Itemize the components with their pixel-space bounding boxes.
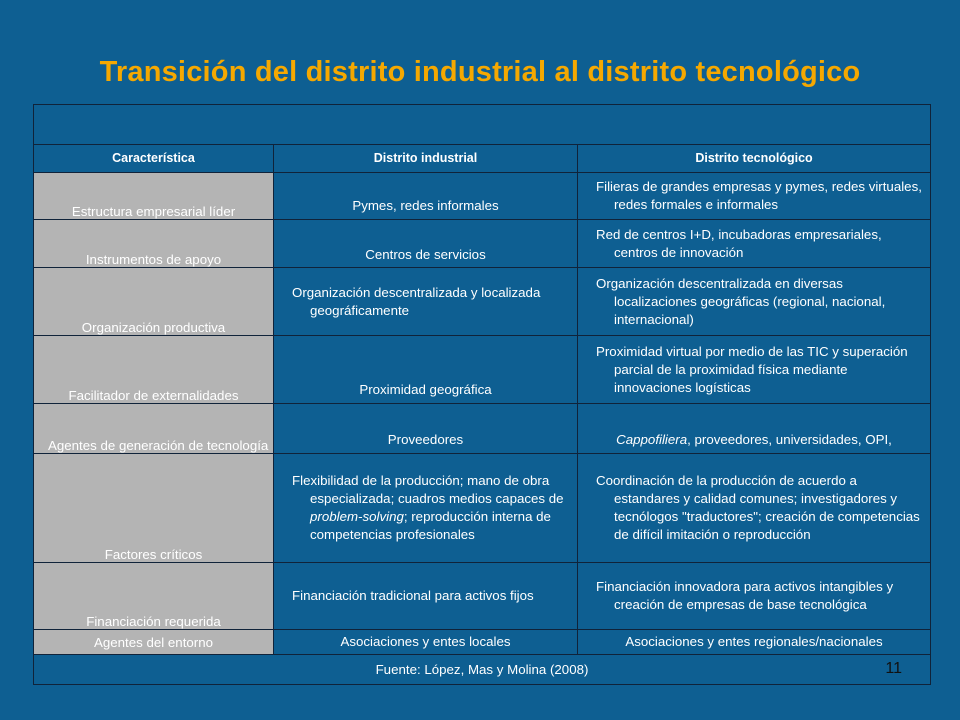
tecnologico-cell: Cappofiliera, proveedores, universidades, OPI, — [578, 404, 931, 453]
industrial-cell: Proveedores — [274, 404, 578, 453]
tecnologico-cell: Proximidad virtual por medio de las TIC y superación parcial de la proximidad física mediante innovaciones logísticas — [578, 336, 931, 404]
row-label: Factores críticos — [34, 453, 274, 562]
table-row — [34, 268, 931, 336]
header-caracteristica: Característica — [34, 145, 274, 173]
tecnologico-cell: Coordinación de la producción de acuerdo a estandares y calidad comunes; investigadores y tecnólogos "traductores"; creación de competencias de difícil imitación o reproducción — [578, 453, 931, 562]
table-row — [34, 562, 931, 630]
table-row — [34, 336, 931, 404]
source-note — [34, 655, 931, 685]
tecnologico-cell: Asociaciones y entes regionales/nacionales — [578, 630, 931, 655]
industrial-cell: Organización descentralizada y localizada geográficamente — [274, 268, 578, 336]
row-label: Facilitador de externalidades — [34, 336, 274, 404]
industrial-cell: Pymes, redes informales — [274, 172, 578, 219]
empty-header-row — [34, 105, 931, 145]
table-row — [34, 453, 931, 562]
industrial-cell: Centros de servicios — [274, 220, 578, 268]
industrial-cell: Financiación tradicional para activos fijos — [274, 562, 578, 630]
table-footer-row — [34, 655, 931, 685]
row-label: Organización productiva — [34, 268, 274, 336]
page-number: 11 — [885, 660, 902, 678]
table-header-row — [34, 145, 931, 173]
row-label: Instrumentos de apoyo — [34, 220, 274, 268]
header-distrito-industrial: Distrito industrial — [274, 145, 578, 173]
tecnologico-cell: Red de centros I+D, incubadoras empresariales, centros de innovación — [578, 220, 931, 268]
comparison-table — [33, 104, 931, 685]
table-row — [34, 220, 931, 268]
header-distrito-tecnologico: Distrito tecnológico — [578, 145, 931, 173]
row-label: Financiación requerida — [34, 562, 274, 630]
table-row — [34, 630, 931, 655]
slide-title: Transición del distrito industrial al distrito tecnológico — [99, 56, 861, 88]
table-row — [34, 172, 931, 219]
industrial-cell: Proximidad geográfica — [274, 336, 578, 404]
row-label: Agentes de generación de tecnología — [34, 404, 274, 453]
table-row — [34, 404, 931, 453]
row-label: Agentes del entorno — [34, 630, 274, 655]
tecnologico-cell: Organización descentralizada en diversas localizaciones geográficas (regional, nacional, internacional) — [578, 268, 931, 336]
industrial-cell: Flexibilidad de la producción; mano de obra especializada; cuadros medios capaces de problem-solving; reproducción interna de competencias profesionales — [274, 453, 578, 562]
row-label: Estructura empresarial líder — [34, 172, 274, 219]
industrial-cell: Asociaciones y entes locales — [274, 630, 578, 655]
source-text: Fuente: López, Mas y Molina (2008) — [375, 662, 589, 678]
tecnologico-cell: Financiación innovadora para activos intangibles y creación de empresas de base tecnológica — [578, 562, 931, 630]
tecnologico-cell: Filieras de grandes empresas y pymes, redes virtuales, redes formales e informales — [578, 172, 931, 219]
